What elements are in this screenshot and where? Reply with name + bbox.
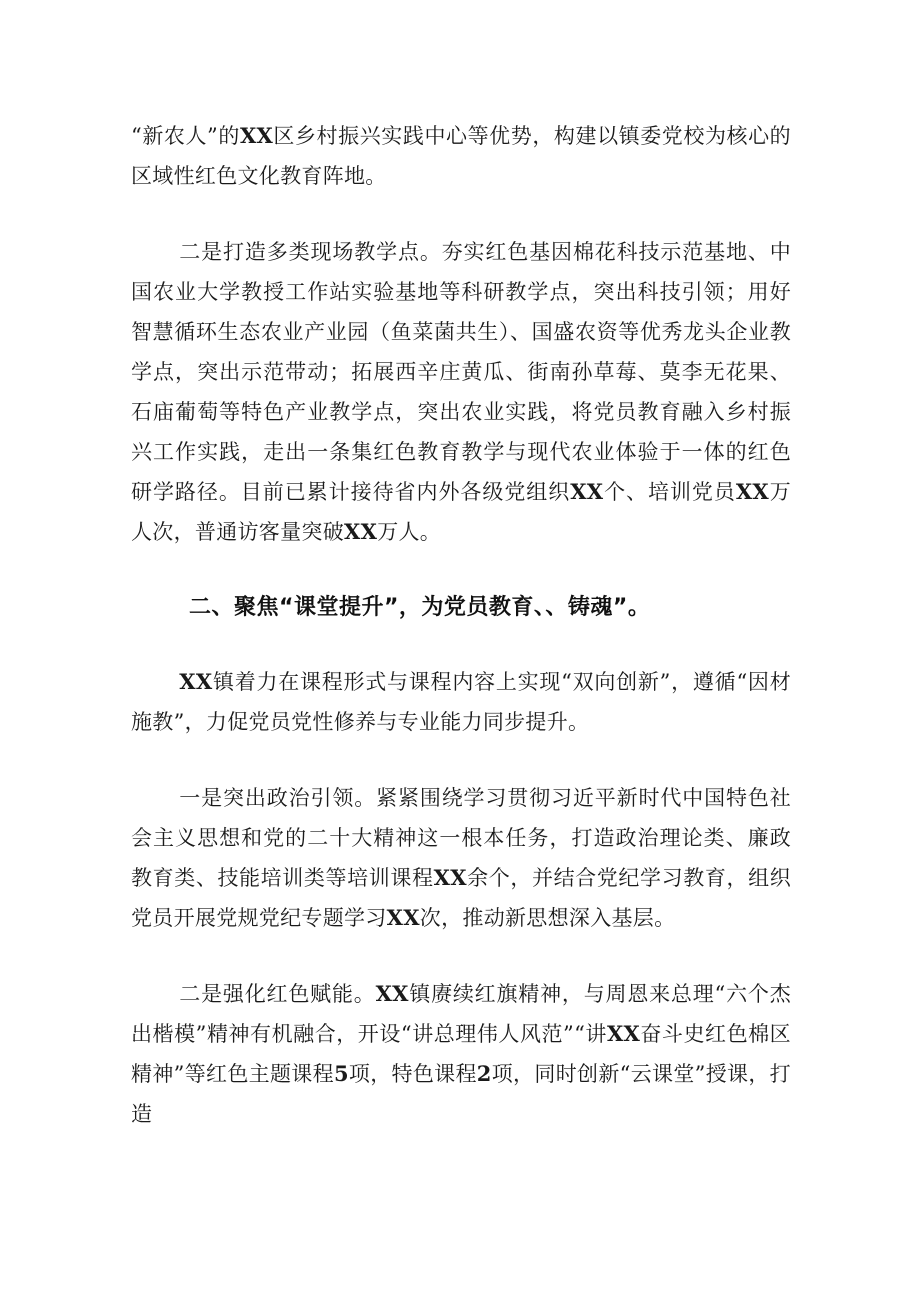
bold-placeholder: XX xyxy=(735,479,770,504)
text-run: 次，推动新思想深入基层。 xyxy=(419,906,676,930)
bold-placeholder: XX xyxy=(570,479,604,504)
text-run: 二是打造多类现场教学点。夯实红色基因棉花科技示范基地、中国农业大学教授工作站实验基地等科研教学点，突出科技引领；用好智慧循环生态农业产业园（鱼菜菌共生）、国盛农资等优秀龙头企业教学点，突出示范带动；拓展西辛庄黄瓜、街南孙草莓、莫李无花果、石庙葡萄等特色产业教学点，突出农业实践，将党员教育融入乡村振兴工作实践，走出一条集红色教育教学与现代农业体验于一体的红色研学路径。目前已累计接待省内外各级党组织 xyxy=(131,240,791,504)
document-body xyxy=(131,116,791,1170)
text-run: 奋斗史红色棉区精神”等红色主题课程 xyxy=(131,1022,791,1086)
text-run: 镇着力在课程形式与课程内容上实现“双向创新”，遵循“因材施教”，力促党员党性修养与专业能力同步提升。 xyxy=(131,670,791,734)
bold-number: 2 xyxy=(476,1061,492,1086)
text-run: 一是突出政治引领。紧紧围绕学习贯彻习近平新时代中国特色社会主义思想和党的二十大精神这一根本任务，打造政治理论类、廉政教育类、技能培训类等培训课程 xyxy=(131,786,791,890)
bold-placeholder: XX xyxy=(179,669,213,694)
text-run: 万人。 xyxy=(377,520,442,544)
text-run: 区乡村振兴实践中心等优势，构建以镇委党校为核心的区域性红色文化教育阵地。 xyxy=(131,124,791,188)
text-run: 项，特色课程 xyxy=(348,1062,477,1086)
bold-placeholder: XX xyxy=(344,519,378,544)
paragraph-red-empowerment xyxy=(131,974,791,1134)
bold-placeholder: XX xyxy=(375,981,409,1006)
bold-placeholder: XX xyxy=(606,1021,641,1046)
text-run: 项，同时创新“云课堂”授课，打造 xyxy=(131,1062,791,1126)
text-run: 二是强化红色赋能。 xyxy=(179,982,376,1006)
paragraph-red-culture-base xyxy=(131,116,791,196)
text-run: 万人次，普通访客量突破 xyxy=(131,480,791,544)
paragraph-teaching-sites xyxy=(131,232,791,552)
section-heading: 二、聚焦“课堂提升”，为党员教育、、铸魂”。 xyxy=(189,595,651,620)
text-run: 余个，并结合党纪学习教育，组织党员开展党规党纪专题学习 xyxy=(131,866,792,930)
text-run: “新农人”的 xyxy=(131,124,240,148)
bold-placeholder: XX xyxy=(386,905,420,930)
bold-number: 5 xyxy=(333,1061,349,1086)
paragraph-course-innovation xyxy=(131,662,791,742)
bold-placeholder: XX xyxy=(433,865,467,890)
bold-placeholder: XX xyxy=(239,123,274,148)
paragraph-political-guidance xyxy=(131,778,791,938)
text-run: 个、培训党员 xyxy=(603,480,736,504)
text-run: 镇赓续红旗精神，与周恩来总理“六个杰出楷模”精神有机融合，开设“讲总理伟人风范”“讲 xyxy=(131,982,791,1046)
